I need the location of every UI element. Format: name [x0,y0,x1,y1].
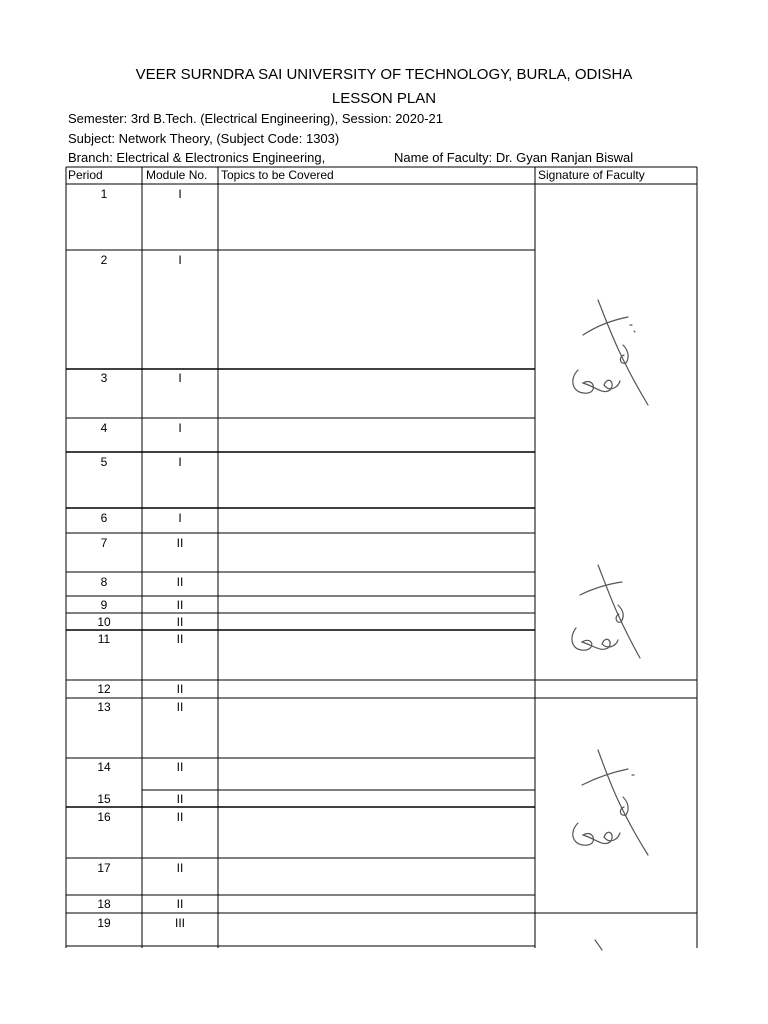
period-cell: 2 [100,253,108,267]
module-cell: II [176,760,184,774]
module-cell: II [176,700,184,714]
module-cell: II [176,632,184,646]
module-cell: II [176,536,184,550]
column-header-topics: Topics to be Covered [221,168,334,182]
period-cell: 12 [97,682,111,696]
module-cell: I [178,253,182,267]
module-cell: I [178,511,182,525]
period-cell: 5 [100,455,108,469]
module-cell: I [178,371,182,385]
period-cell: 6 [100,511,108,525]
module-cell: II [176,575,184,589]
period-cell: 13 [97,700,111,714]
period-cell: 15 [97,792,111,806]
branch-line: Branch: Electrical & Electronics Engineering, [68,150,326,165]
column-header-period: Period [68,168,103,182]
document-title: LESSON PLAN [331,90,437,107]
module-cell: II [176,682,184,696]
period-cell: 16 [97,810,111,824]
period-cell: 8 [100,575,108,589]
period-cell: 19 [97,916,111,930]
module-cell: I [178,455,182,469]
module-cell: I [178,421,182,435]
faculty-line: Name of Faculty: Dr. Gyan Ranjan Biswal [394,150,634,165]
period-cell: 14 [97,760,111,774]
period-cell: 9 [100,598,108,612]
period-cell: 11 [97,632,111,646]
module-cell: II [176,897,184,911]
period-cell: 1 [100,187,108,201]
university-title: VEER SURNDRA SAI UNIVERSITY OF TECHNOLOGY, BURLA, ODISHA [135,66,633,83]
module-cell: II [176,810,184,824]
module-cell: II [176,615,184,629]
module-cell: II [176,792,184,806]
period-cell: 18 [97,897,111,911]
period-cell: 17 [97,861,111,875]
subject-line: Subject: Network Theory, (Subject Code: 1303) [68,131,340,146]
semester-line: Semester: 3rd B.Tech. (Electrical Engineering), Session: 2020-21 [68,111,444,126]
column-header-signature: Signature of Faculty [538,168,645,182]
module-cell: III [174,916,185,930]
period-cell: 3 [100,371,108,385]
period-cell: 10 [97,615,111,629]
column-header-module: Module No. [146,168,208,182]
period-cell: 4 [100,421,108,435]
module-cell: II [176,861,184,875]
module-cell: II [176,598,184,612]
period-cell: 7 [100,536,108,550]
module-cell: I [178,187,182,201]
